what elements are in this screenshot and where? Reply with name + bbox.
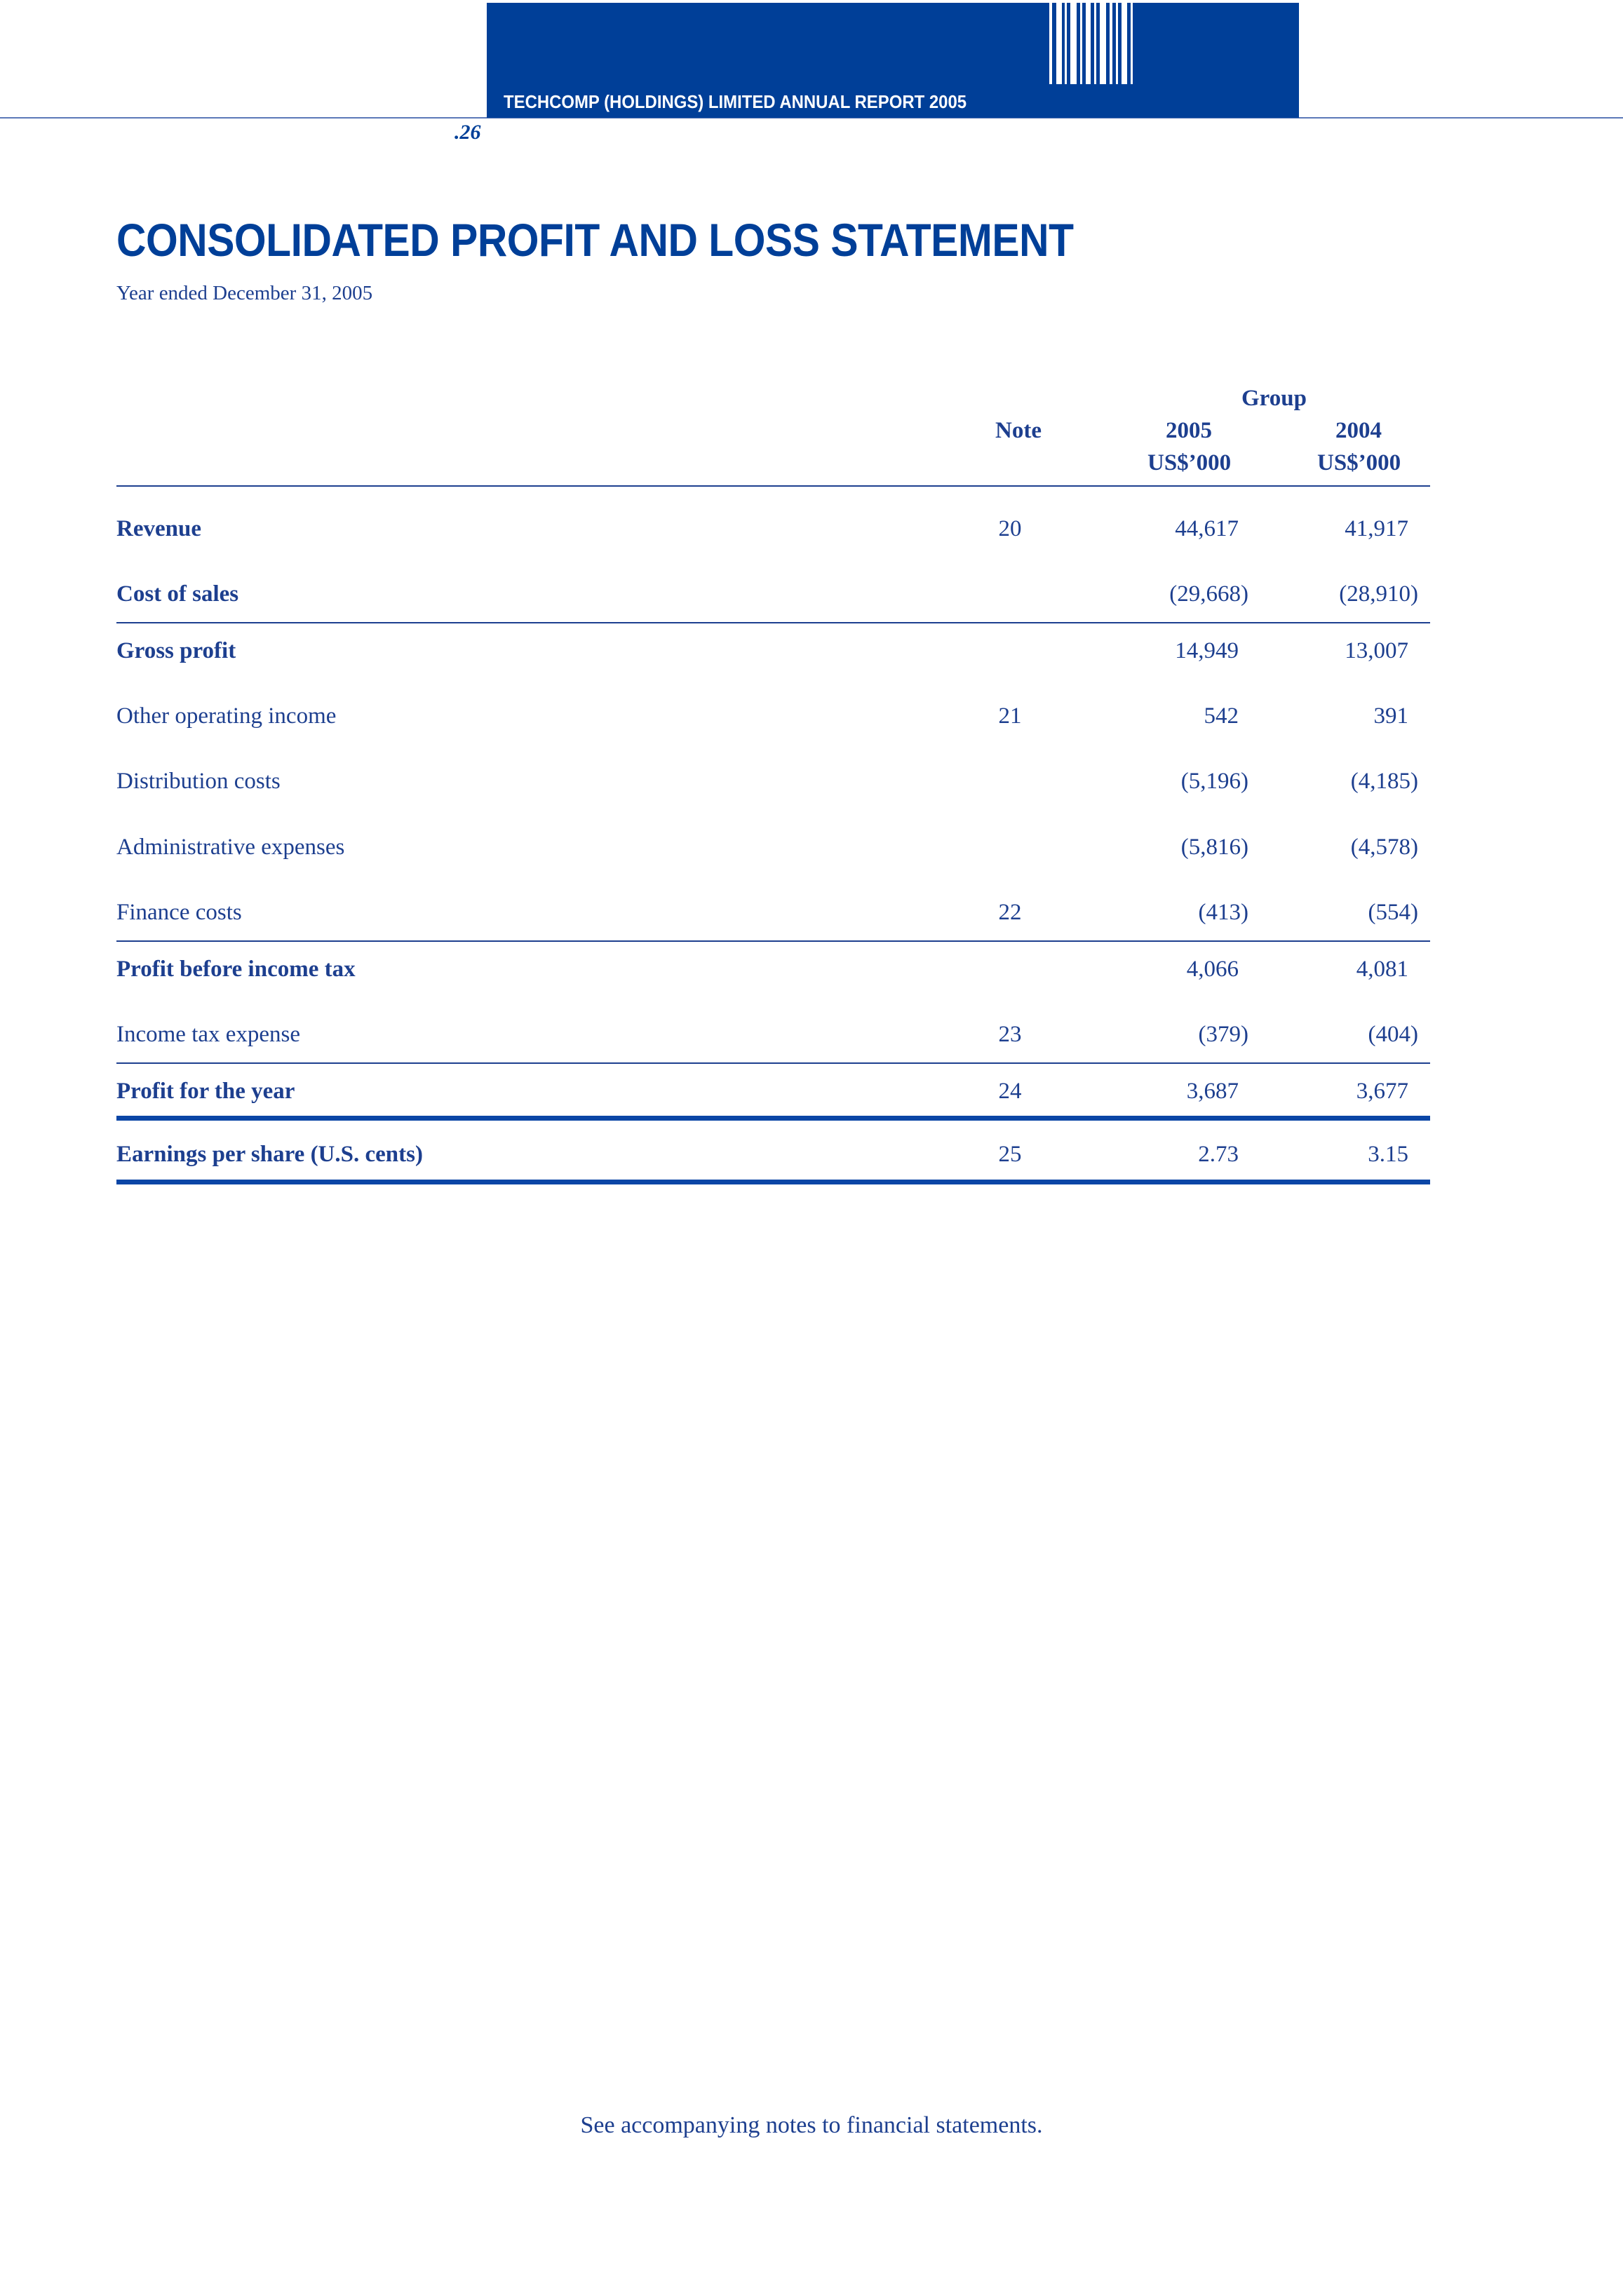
row-value-2004: 13,007 xyxy=(1345,638,1408,663)
table-row-gross-profit xyxy=(0,638,1623,669)
row-value-2004: (4,185) xyxy=(1350,769,1418,794)
row-note: 21 xyxy=(998,703,1022,729)
year-2004-header: 2004 xyxy=(1335,418,1382,443)
row-value-2005: 44,617 xyxy=(1175,516,1239,541)
row-note: 24 xyxy=(998,1079,1022,1104)
row-label: Gross profit xyxy=(116,638,236,663)
table-bottom-rule xyxy=(116,1180,1430,1184)
row-value-2004: 41,917 xyxy=(1345,516,1408,541)
subtotal-divider xyxy=(116,622,1430,623)
note-header: Note xyxy=(995,418,1042,443)
page-subtitle: Year ended December 31, 2005 xyxy=(116,282,373,304)
row-label: Profit for the year xyxy=(116,1079,295,1104)
unit-2005-header: US$’000 xyxy=(1147,450,1232,475)
row-value-2005: 2.73 xyxy=(1198,1142,1239,1167)
page-title: CONSOLIDATED PROFIT AND LOSS STATEMENT xyxy=(116,214,1074,266)
header-divider xyxy=(116,485,1430,487)
table-row-profit-before-tax xyxy=(0,957,1623,987)
row-value-2004: 391 xyxy=(1373,703,1408,729)
group-header: Group xyxy=(1241,386,1307,411)
row-label: Administrative expenses xyxy=(116,835,345,860)
row-value-2004: (404) xyxy=(1368,1022,1418,1047)
row-value-2004: (28,910) xyxy=(1339,581,1418,607)
unit-2004-header: US$’000 xyxy=(1317,450,1401,475)
row-value-2004: 3,677 xyxy=(1356,1079,1408,1104)
row-note: 25 xyxy=(998,1142,1022,1167)
table-row-revenue xyxy=(0,516,1623,547)
row-value-2005: 542 xyxy=(1204,703,1239,729)
row-value-2005: 14,949 xyxy=(1175,638,1239,663)
row-label: Revenue xyxy=(116,516,201,541)
report-title: TECHCOMP (HOLDINGS) LIMITED ANNUAL REPORT 2005 xyxy=(504,91,967,112)
page-number: .26 xyxy=(454,121,481,144)
row-value-2005: (379) xyxy=(1198,1022,1248,1047)
row-note: 20 xyxy=(998,516,1022,541)
table-row-cost-of-sales xyxy=(0,581,1623,612)
table-row-income-tax-expense xyxy=(0,1022,1623,1053)
subtotal-divider xyxy=(116,940,1430,942)
row-label: Cost of sales xyxy=(116,581,239,607)
row-value-2004: (4,578) xyxy=(1350,835,1418,860)
header-banner xyxy=(487,3,1299,118)
year-2005-header: 2005 xyxy=(1166,418,1212,443)
row-note: 23 xyxy=(998,1022,1022,1047)
row-label: Earnings per share (U.S. cents) xyxy=(116,1142,423,1167)
row-value-2005: 3,687 xyxy=(1186,1079,1239,1104)
row-note: 22 xyxy=(998,900,1022,925)
table-row-other-operating-income xyxy=(0,703,1623,734)
row-value-2005: 4,066 xyxy=(1186,957,1239,982)
table-row-profit-for-year xyxy=(0,1079,1623,1109)
row-label: Finance costs xyxy=(116,900,242,925)
table-row-administrative-expenses xyxy=(0,835,1623,865)
footer-note: See accompanying notes to financial statements. xyxy=(580,2112,1043,2138)
row-value-2005: (5,196) xyxy=(1180,769,1248,794)
table-row-earnings-per-share xyxy=(0,1142,1623,1173)
row-label: Distribution costs xyxy=(116,769,281,794)
row-label: Profit before income tax xyxy=(116,957,356,982)
subtotal-divider xyxy=(116,1062,1430,1064)
row-value-2004: 3.15 xyxy=(1368,1142,1408,1167)
row-value-2005: (413) xyxy=(1198,900,1248,925)
table-row-distribution-costs xyxy=(0,769,1623,799)
table-row-finance-costs xyxy=(0,900,1623,931)
total-divider xyxy=(116,1116,1430,1121)
row-value-2005: (5,816) xyxy=(1180,835,1248,860)
row-value-2004: 4,081 xyxy=(1356,957,1408,982)
barcode-graphic xyxy=(1046,3,1138,84)
row-label: Other operating income xyxy=(116,703,337,729)
row-value-2005: (29,668) xyxy=(1169,581,1248,607)
row-value-2004: (554) xyxy=(1368,900,1418,925)
row-label: Income tax expense xyxy=(116,1022,301,1047)
